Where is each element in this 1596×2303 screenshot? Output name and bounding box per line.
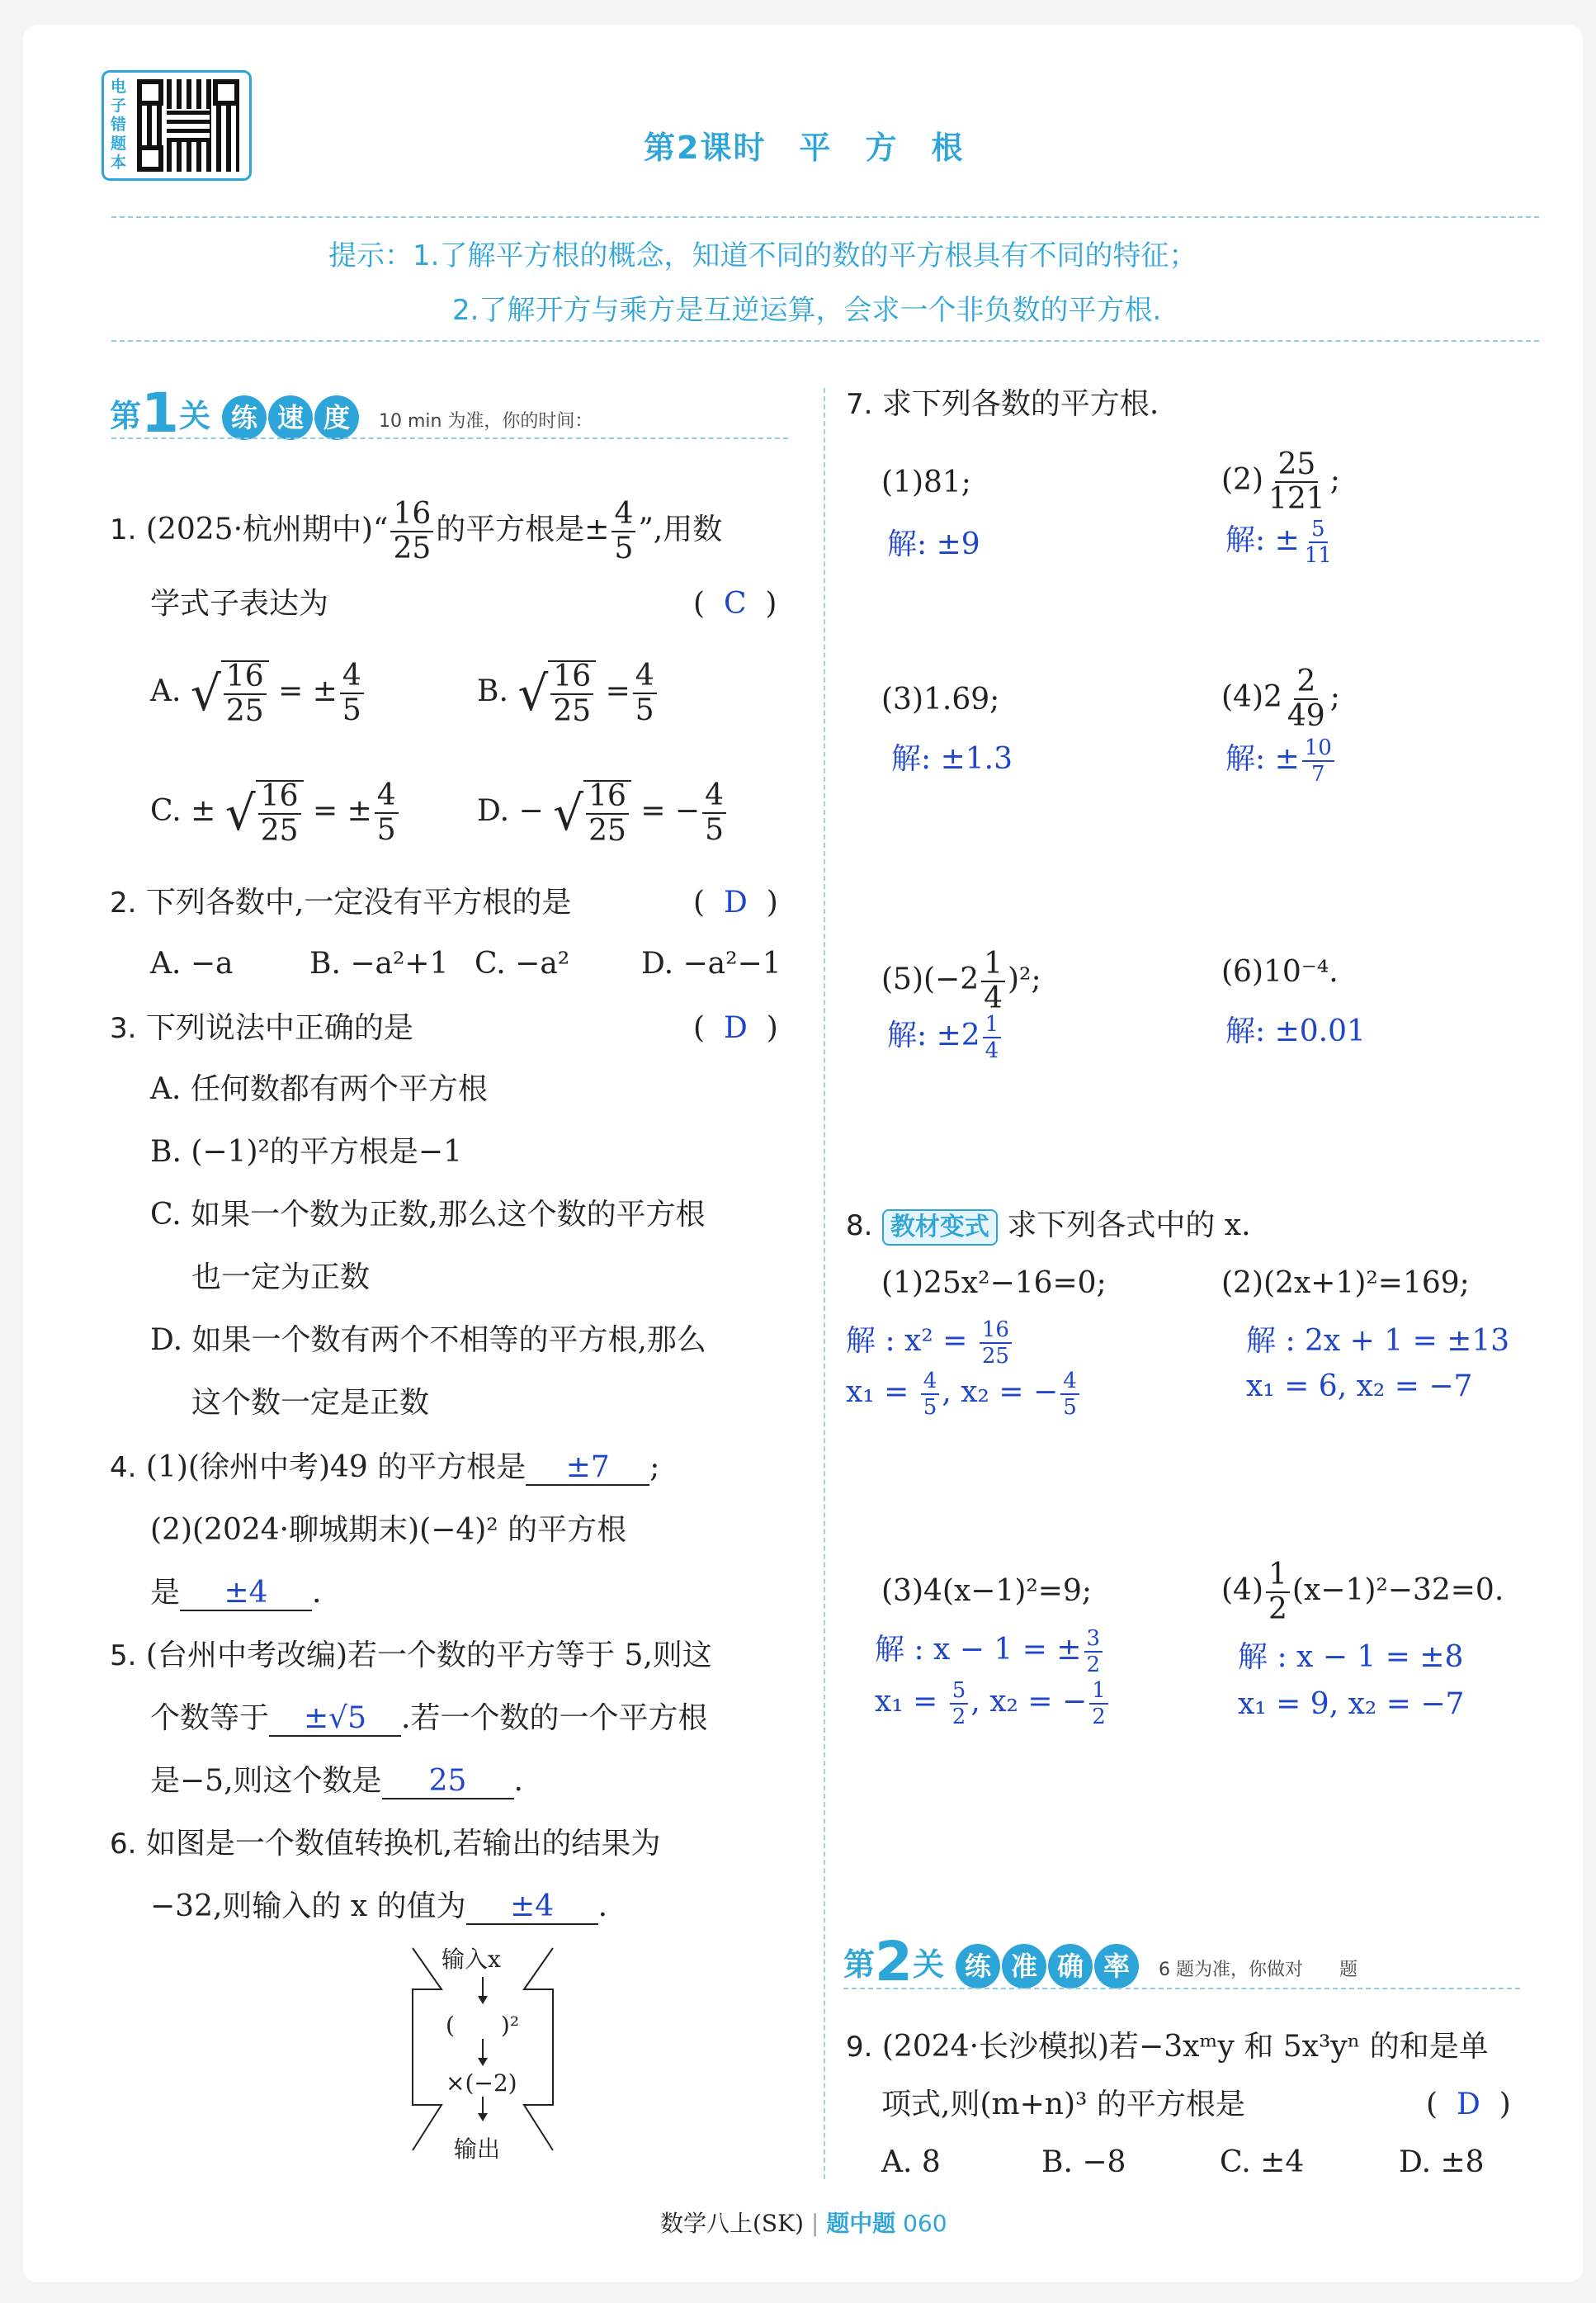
section-2-header	[843, 1930, 1358, 1993]
question-1-option-a[interactable]: A. √ $\frac{16}{25}$ = ± $\frac{4}{5}$	[150, 660, 366, 726]
header-divider	[111, 216, 1539, 218]
section-1-badge: 度	[314, 395, 359, 440]
question-8-solution-1a: 解 : x² = $\frac{16}{25}$	[846, 1319, 1014, 1367]
lesson-title: 第2课时 平 方 根	[644, 130, 965, 166]
question-7-part-4: (4)2 $\frac{2}{49}$ ;	[1221, 664, 1340, 733]
question-2-answer-slot[interactable]: ( D )	[693, 886, 778, 920]
footer-book: 数学八上(SK)	[660, 2210, 804, 2237]
question-8-solution-3b: x₁ = $\frac{5}{2}$ , x₂ = − $\frac{1}{2}$	[875, 1680, 1111, 1728]
question-7-solution-2: 解: ± $\frac{5}{11}$	[1225, 517, 1332, 568]
section-2-suffix: 关	[912, 1946, 944, 1983]
footer-brand: 题中题	[826, 2210, 896, 2237]
question-7-solution-3: 解: ±1.3	[891, 742, 1013, 776]
footer-page-number: 060	[903, 2210, 947, 2237]
question-8-solution-3a: 解 : x − 1 = ± $\frac{3}{2}$	[875, 1628, 1105, 1676]
qr-code-icon	[137, 79, 239, 172]
section-2-prefix: 第	[843, 1946, 876, 1983]
question-3-option-a[interactable]: A. 任何数都有两个平方根	[150, 1072, 488, 1106]
objectives-divider	[111, 340, 1539, 342]
question-5-line3: 是−5,则这个数是 25 .	[150, 1764, 523, 1798]
section-2-badge: 练	[956, 1944, 1000, 1989]
question-1-answer-slot[interactable]: ( C )	[693, 587, 777, 621]
qr-code-panel[interactable]	[102, 70, 252, 181]
question-7-part-6: (6)10⁻⁴.	[1221, 955, 1339, 989]
section-1-header	[110, 381, 593, 445]
question-4-blank-1[interactable]: ±7	[526, 1451, 649, 1486]
question-3-answer: D	[723, 1011, 748, 1045]
section-1-badge: 练	[222, 395, 267, 440]
question-3-option-b[interactable]: B. (−1)²的平方根是−1	[150, 1135, 463, 1169]
question-1-line1: 1. (2025·杭州期中)“ $\frac{16}{25}$ 的平方根是± $\frac{4}{5}$ ”,用数	[110, 497, 723, 565]
question-7-solution-5: 解: ±2 $\frac{1}{4}$	[887, 1014, 1003, 1062]
question-1-option-c[interactable]: C. ± √ $\frac{16}{25}$ = ± $\frac{4}{5}$	[150, 780, 401, 846]
question-3-answer-slot[interactable]: ( D )	[693, 1011, 778, 1045]
question-3-option-d[interactable]: D. 如果一个数有两个不相等的平方根,那么	[150, 1323, 706, 1357]
question-1-option-b[interactable]: B. √ $\frac{16}{25}$ = $\frac{4}{5}$	[477, 660, 659, 726]
question-3-option-c-cont: 也一定为正数	[191, 1260, 371, 1294]
section-1-timer-note: 10 min 为准，你的时间：	[378, 411, 593, 432]
section-1-prefix: 第	[110, 398, 142, 434]
question-6-line1: 6. 如图是一个数值转换机,若输出的结果为	[110, 1827, 661, 1861]
question-2-option-b[interactable]: B. −a²+1	[309, 947, 449, 981]
question-9-line2: 项式,则(m+n)³ 的平方根是	[881, 2088, 1245, 2121]
question-9-answer-slot[interactable]: ( D )	[1426, 2088, 1511, 2121]
question-1-line2: 学式子表达为	[150, 587, 329, 621]
question-8-part-3: (3)4(x−1)²=9;	[881, 1574, 1092, 1608]
column-divider	[824, 388, 825, 2179]
question-9-option-c[interactable]: C. ±4	[1220, 2145, 1305, 2179]
question-3-option-c[interactable]: C. 如果一个数为正数,那么这个数的平方根	[150, 1198, 706, 1232]
question-6-blank[interactable]: ±4	[466, 1890, 598, 1925]
question-7-part-2: (2) $\frac{25}{121}$ ;	[1221, 447, 1340, 516]
question-4-part2: (2)(2024·聊城期末)(−4)² 的平方根	[150, 1513, 627, 1547]
section-1-suffix: 关	[178, 398, 210, 434]
question-9-option-d[interactable]: D. ±8	[1399, 2145, 1485, 2179]
section-1-underline	[111, 437, 788, 439]
question-7-solution-4: 解: ± $\frac{10}{7}$	[1225, 737, 1337, 785]
question-5-line1: 5. (台州中考改编)若一个数的平方等于 5,则这	[110, 1639, 712, 1672]
question-7-part-1: (1)81;	[881, 466, 971, 499]
question-7-solution-6: 解: ±0.01	[1225, 1014, 1366, 1048]
textbook-variant-tag: 教材变式	[882, 1209, 998, 1246]
question-9-option-b[interactable]: B. −8	[1041, 2145, 1126, 2179]
question-8-solution-4b: x₁ = 9, x₂ = −7	[1238, 1687, 1465, 1721]
question-8-solution-4a: 解 : x − 1 = ±8	[1238, 1640, 1464, 1674]
question-1-answer: C	[723, 587, 747, 621]
question-4-part2-cont: 是 ±4 .	[150, 1576, 322, 1610]
question-2-stem: 2. 下列各数中,一定没有平方根的是	[110, 886, 572, 920]
section-2-badge: 确	[1048, 1944, 1093, 1989]
question-3-stem: 3. 下列说法中正确的是	[110, 1011, 413, 1045]
question-5-line2: 个数等于 ±√5 .若一个数的一个平方根	[150, 1701, 708, 1735]
question-5-blank-2[interactable]: 25	[382, 1765, 514, 1799]
question-7-stem: 7. 求下列各数的平方根.	[846, 387, 1159, 421]
objective-1: 提示：1.了解平方根的概念，知道不同的数的平方根具有不同的特征；	[328, 239, 1197, 272]
section-2-score-note: 6 题为准，你做对 题	[1158, 1960, 1358, 1980]
question-4-blank-2[interactable]: ±4	[180, 1577, 312, 1611]
machine-output-label: 输出	[454, 2135, 501, 2163]
question-8-part-2: (2)(2x+1)²=169;	[1221, 1266, 1470, 1300]
question-7-solution-1: 解: ±9	[887, 527, 980, 561]
question-8-solution-1b: x₁ = $\frac{4}{5}$ , x₂ = − $\frac{4}{5}$	[846, 1370, 1082, 1418]
machine-square-step: ( )²	[446, 2012, 520, 2039]
question-6-line2: −32,则输入的 x 的值为 ±4 .	[150, 1889, 608, 1923]
question-8-stem: 8. 教材变式 求下列各式中的 x.	[846, 1209, 1251, 1246]
question-2-option-d[interactable]: D. −a²−1	[641, 947, 781, 981]
section-2-badge: 准	[1002, 1944, 1046, 1989]
machine-input-label: 输入x	[441, 1946, 501, 1973]
question-8-part-4: (4) $\frac{1}{2}$ (x−1)²−32=0.	[1221, 1558, 1504, 1626]
question-7-part-5: (5)(−2 $\frac{1}{4}$ )²;	[881, 947, 1041, 1015]
objective-2: 2.了解开方与乘方是互逆运算，会求一个非负数的平方根.	[452, 294, 1162, 327]
question-4-part1: 4. (1)(徐州中考)49 的平方根是 ±7 ;	[110, 1450, 660, 1484]
question-3-option-d-cont: 这个数一定是正数	[191, 1386, 430, 1420]
section-1-badge: 速	[268, 395, 313, 440]
question-9-option-a[interactable]: A. 8	[881, 2145, 941, 2179]
question-8-solution-2b: x₁ = 6, x₂ = −7	[1246, 1369, 1473, 1403]
machine-multiply-step: ×(−2)	[446, 2069, 517, 2097]
section-2-underline	[843, 1988, 1520, 1989]
section-2-badge: 率	[1094, 1944, 1139, 1989]
question-8-solution-2a: 解 : 2x + 1 = ±13	[1246, 1324, 1510, 1358]
question-2-answer: D	[723, 886, 748, 920]
question-1-option-d[interactable]: D. − √ $\frac{16}{25}$ = − $\frac{4}{5}$	[477, 780, 729, 846]
section-2-number: 2	[875, 1930, 913, 1993]
question-2-option-a[interactable]: A. −a	[150, 947, 234, 981]
question-9-line1: 9. (2024·长沙模拟)若−3xᵐy 和 5x³yⁿ 的和是单	[846, 2030, 1489, 2064]
question-8-part-1: (1)25x²−16=0;	[881, 1266, 1107, 1300]
section-1-number: 1	[141, 381, 179, 445]
page-footer: 数学八上(SK) | 题中题 060	[660, 2210, 947, 2237]
qr-label: 电子错题本	[111, 78, 127, 172]
question-9-answer: D	[1456, 2088, 1480, 2121]
question-2-option-c[interactable]: C. −a²	[475, 947, 570, 981]
question-7-part-3: (3)1.69;	[881, 683, 1000, 716]
question-5-blank-1[interactable]: ±√5	[269, 1702, 401, 1737]
